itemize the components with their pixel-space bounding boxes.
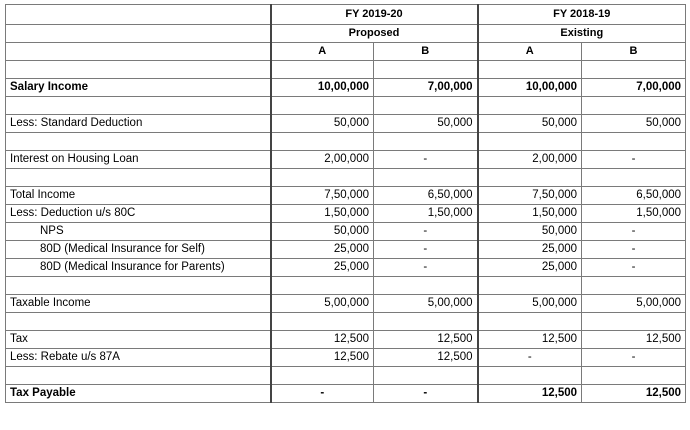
value-cell: 5,00,000 [582,295,686,313]
taxable-income-row [6,295,686,313]
column-a-header: A [478,43,582,61]
value-cell: - [582,223,686,241]
value-cell: - [582,151,686,169]
value-cell: 12,500 [374,331,478,349]
tax-comparison-table [5,4,686,403]
header-blank [6,5,271,25]
row-label: Salary Income [6,79,271,97]
existing-label: Existing [478,25,686,43]
value-cell: 2,00,000 [271,151,374,169]
value-cell: 6,50,000 [582,187,686,205]
value-cell: 5,00,000 [271,295,374,313]
value-cell: - [374,241,478,259]
value-cell: 50,000 [478,115,582,133]
total-income-row [6,187,686,205]
header-blank [6,43,271,61]
value-cell: 5,00,000 [374,295,478,313]
fy-2018-19-heading: FY 2018-19 [478,5,686,25]
row-label: Tax Payable [6,385,271,403]
value-cell: 10,00,000 [271,79,374,97]
value-cell: - [478,349,582,367]
housing-loan-row [6,151,686,169]
value-cell: 7,50,000 [271,187,374,205]
value-cell: 12,500 [271,349,374,367]
value-cell: - [374,259,478,277]
value-cell: 12,500 [582,385,686,403]
value-cell: 1,50,000 [478,205,582,223]
column-a-header: A [271,43,374,61]
value-cell: 25,000 [478,241,582,259]
value-cell: 12,500 [271,331,374,349]
deduction-80c-row [6,205,686,223]
row-label: 80D (Medical Insurance for Self) [6,241,271,259]
80d-parents-row [6,259,686,277]
80d-self-row [6,241,686,259]
value-cell: - [582,259,686,277]
row-label: Less: Standard Deduction [6,115,271,133]
row-label: Tax [6,331,271,349]
value-cell: 12,500 [478,331,582,349]
row-label: Less: Rebate u/s 87A [6,349,271,367]
value-cell: 12,500 [478,385,582,403]
value-cell: 6,50,000 [374,187,478,205]
row-label: Less: Deduction u/s 80C [6,205,271,223]
rebate-87a-row [6,349,686,367]
value-cell: 25,000 [271,241,374,259]
value-cell: 50,000 [271,223,374,241]
row-label: 80D (Medical Insurance for Parents) [6,259,271,277]
value-cell: - [582,241,686,259]
tax-payable-row [6,385,686,403]
value-cell: 25,000 [478,259,582,277]
value-cell: 25,000 [271,259,374,277]
column-b-header: B [582,43,686,61]
standard-deduction-row [6,115,686,133]
value-cell: - [374,223,478,241]
value-cell: 7,00,000 [582,79,686,97]
value-cell: 50,000 [271,115,374,133]
nps-row [6,223,686,241]
value-cell: 1,50,000 [582,205,686,223]
row-label: NPS [6,223,271,241]
value-cell: 12,500 [582,331,686,349]
row-label: Total Income [6,187,271,205]
value-cell: 7,00,000 [374,79,478,97]
value-cell: - [374,385,478,403]
value-cell: 7,50,000 [478,187,582,205]
value-cell: 10,00,000 [478,79,582,97]
value-cell: - [582,349,686,367]
value-cell: - [374,151,478,169]
value-cell: 50,000 [582,115,686,133]
fy-2019-20-heading: FY 2019-20 [271,5,478,25]
proposed-label: Proposed [271,25,478,43]
row-label: Taxable Income [6,295,271,313]
value-cell: 12,500 [374,349,478,367]
tax-row [6,331,686,349]
row-label: Interest on Housing Loan [6,151,271,169]
column-b-header: B [374,43,478,61]
value-cell: - [271,385,374,403]
value-cell: 1,50,000 [374,205,478,223]
value-cell: 50,000 [374,115,478,133]
value-cell: 5,00,000 [478,295,582,313]
value-cell: 1,50,000 [271,205,374,223]
header-blank [6,25,271,43]
value-cell: 50,000 [478,223,582,241]
salary-income-row [6,79,686,97]
value-cell: 2,00,000 [478,151,582,169]
